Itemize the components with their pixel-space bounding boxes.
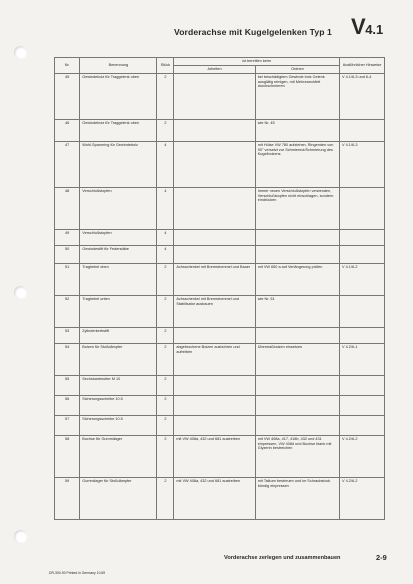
table-row: [55, 120, 385, 142]
row-benennung: Sicherungsscheibe 10.5: [80, 416, 157, 436]
row-benennung: Gewindebolz für Traggelenk oben: [80, 120, 157, 142]
row-ergaenzen: [255, 328, 339, 344]
row-arbeiten: [174, 230, 255, 246]
row-hinweise: [340, 396, 385, 416]
row-benennung: Verschlußstopfen: [80, 230, 157, 246]
print-note: DR-300-90 Printed in Germany 10.69: [49, 571, 106, 575]
row-nr: 46: [55, 120, 80, 142]
row-ergaenzen: wie Nr. 45: [255, 120, 339, 142]
table-row: [55, 344, 385, 376]
table-row: [55, 246, 385, 264]
row-nr: 57: [55, 416, 80, 436]
row-ergaenzen: [255, 396, 339, 416]
row-hinweise: [340, 188, 385, 230]
row-ergaenzen: mit Talkum bestreuen und im Schraubstock bündig einpressen: [255, 478, 339, 520]
row-nr: 55: [55, 376, 80, 396]
row-benennung: Verschlußstopfen: [80, 188, 157, 230]
row-nr: 49: [55, 230, 80, 246]
row-benennung: Bolzen für Stoßdämpfer: [80, 344, 157, 376]
row-ergaenzen: mit VW 408a, 417, 418b, 432 und 431 einpressen, VW 408d und Buchse blank mit Glyzerin bestreichen: [255, 436, 339, 478]
row-arbeiten: mit VW 408a, 432 und 681 austreiben: [174, 436, 255, 478]
row-benennung: Gummilager für Stoßdämpfer: [80, 478, 157, 520]
punch-hole-top: [14, 46, 27, 59]
row-hinweise: [340, 376, 385, 396]
row-nr: 51: [55, 264, 80, 296]
row-hinweise: V 4.2/6-2: [340, 478, 385, 520]
row-nr: 50: [55, 246, 80, 264]
row-stueck: 4: [157, 188, 174, 230]
section-code-letter: V: [351, 14, 366, 39]
row-hinweise: [340, 296, 385, 328]
row-hinweise: V 4.1/6-2: [340, 264, 385, 296]
row-benennung: Traghebel unten: [80, 296, 157, 328]
row-arbeiten: [174, 246, 255, 264]
table-row: [55, 396, 385, 416]
row-benennung: Gewindebolz für Traggelenk oben: [80, 74, 157, 120]
row-nr: 47: [55, 142, 80, 188]
row-stueck: 2: [157, 436, 174, 478]
row-benennung: Sechskantmutter M 10: [80, 376, 157, 396]
table-row: [55, 188, 385, 230]
row-arbeiten: [174, 74, 255, 120]
page-number: 2-9: [376, 553, 387, 562]
row-ergaenzen: [255, 376, 339, 396]
row-stueck: 2: [157, 344, 174, 376]
section-code: [351, 14, 383, 40]
row-stueck: 2: [157, 376, 174, 396]
row-stueck: 4: [157, 246, 174, 264]
row-hinweise: V 4.2/6-2: [340, 436, 385, 478]
row-hinweise: [340, 230, 385, 246]
page-title: Vorderachse mit Kugelgelenken Typ 1: [174, 27, 332, 37]
row-hinweise: [340, 120, 385, 142]
row-hinweise: V 4.2/6-1: [340, 344, 385, 376]
row-arbeiten: abgebrochene Bolzen ausbohren und aufreiben: [174, 344, 255, 376]
row-stueck: 4: [157, 142, 174, 188]
row-arbeiten: Achsschenkel mit Bremstrommel und Bauer: [174, 264, 255, 296]
row-arbeiten: [174, 376, 255, 396]
section-code-number: 4.1: [365, 22, 384, 37]
row-stueck: 2: [157, 74, 174, 120]
row-stueck: 2: [157, 328, 174, 344]
header-hinweise: Ausführlicher Hinweise: [340, 58, 385, 74]
parts-table: [54, 57, 385, 520]
row-benennung: Traghebel oben: [80, 264, 157, 296]
row-ergaenzen: Immer neuen Verschlußstopfen verwenden, Verschlußstopfen nicht einschlagen, sondern eindrücken: [255, 188, 339, 230]
row-stueck: 2: [157, 478, 174, 520]
punch-hole-bottom: [14, 530, 27, 543]
row-ergaenzen: mit Hülse VW 780 aufziehen, Ringenden von 90° versetzt zur Schmiernut/Schmierung des Kugelbolzens: [255, 142, 339, 188]
header-arbeiten: Arbeiten: [174, 66, 255, 74]
row-stueck: 2: [157, 396, 174, 416]
row-hinweise: [340, 328, 385, 344]
row-stueck: 2: [157, 120, 174, 142]
row-benennung: Gewindestift für Federstäbe: [80, 246, 157, 264]
row-arbeiten: mit VW 408a, 432 und 681 austreiben: [174, 478, 255, 520]
row-stueck: 4: [157, 230, 174, 246]
row-nr: 56: [55, 396, 80, 416]
row-nr: 58: [55, 436, 80, 478]
row-hinweise: [340, 246, 385, 264]
row-ergaenzen: Übermaßbolzen einsetzen: [255, 344, 339, 376]
table-row: [55, 142, 385, 188]
header-group: ist bereitlen beim: [174, 58, 340, 66]
row-hinweise: [340, 416, 385, 436]
footer-title: Vorderachse zerlegen und zusammenbauen: [224, 555, 341, 561]
punch-hole-middle: [14, 286, 27, 299]
header-benennung: Benennung: [80, 58, 157, 74]
header-nr: Nr.: [55, 58, 80, 74]
table-row: [55, 376, 385, 396]
row-benennung: Buchse für Gummilager: [80, 436, 157, 478]
table-row: [55, 74, 385, 120]
table-row: [55, 436, 385, 478]
table-row: [55, 416, 385, 436]
table-row: [55, 230, 385, 246]
table-row: [55, 328, 385, 344]
row-arbeiten: Achsschenkel mit Bremstrommel und Stabilisator ausbauen: [174, 296, 255, 328]
row-ergaenzen: bei beschädigtem Gewinde bolz Gelenk ausglätig reinigen, mit Mehrzweckfett durchschmieren: [255, 74, 339, 120]
row-nr: 59: [55, 478, 80, 520]
row-arbeiten: [174, 396, 255, 416]
header-stueck: Stück: [157, 58, 174, 74]
row-hinweise: V 4.1/6-3 und 6-4: [340, 74, 385, 120]
row-arbeiten: [174, 142, 255, 188]
row-arbeiten: [174, 188, 255, 230]
row-ergaenzen: [255, 230, 339, 246]
table-row: [55, 478, 385, 520]
table-row: [55, 264, 385, 296]
row-nr: 53: [55, 328, 80, 344]
row-benennung: Wohl-Spannring für Gewindebolz: [80, 142, 157, 188]
row-nr: 48: [55, 188, 80, 230]
row-nr: 45: [55, 74, 80, 120]
row-nr: 54: [55, 344, 80, 376]
row-arbeiten: [174, 120, 255, 142]
header-ergaenzen: Ordnen: [255, 66, 339, 74]
row-arbeiten: [174, 328, 255, 344]
row-nr: 52: [55, 296, 80, 328]
row-ergaenzen: wie Nr. 51: [255, 296, 339, 328]
table-row: [55, 296, 385, 328]
row-ergaenzen: [255, 246, 339, 264]
row-ergaenzen: [255, 416, 339, 436]
row-arbeiten: [174, 416, 255, 436]
row-benennung: Sicherungsscheibe 10.5: [80, 396, 157, 416]
row-benennung: Zylinderkerbstift: [80, 328, 157, 344]
row-hinweise: V 4.1/6-3: [340, 142, 385, 188]
row-stueck: 2: [157, 264, 174, 296]
row-stueck: 2: [157, 296, 174, 328]
row-stueck: 2: [157, 416, 174, 436]
row-ergaenzen: mit VW 650 a auf Verlängerung prüfen: [255, 264, 339, 296]
